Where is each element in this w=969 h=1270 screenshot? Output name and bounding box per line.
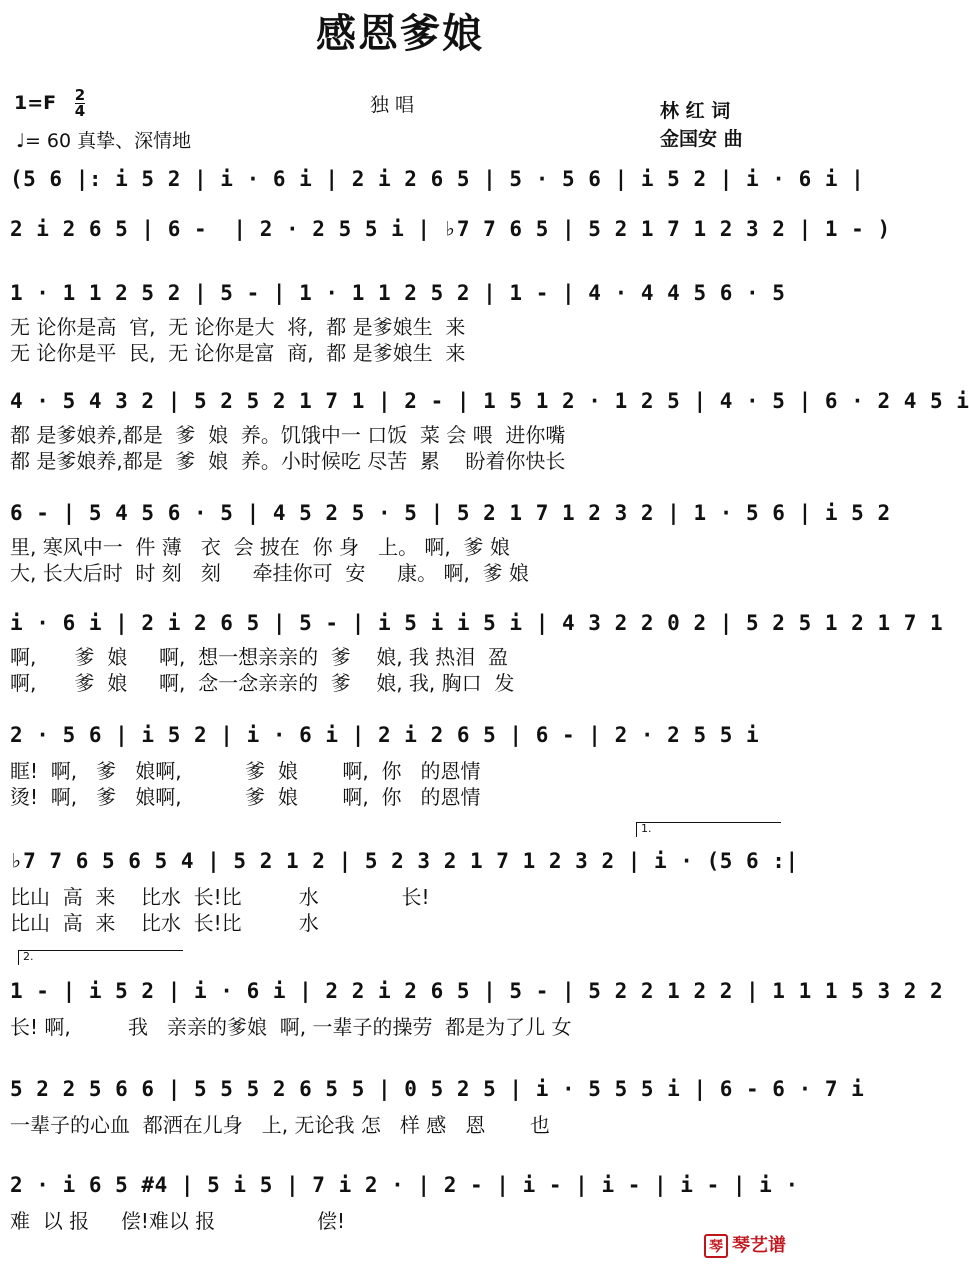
first-ending-bracket: 1.	[636, 822, 781, 837]
lyric-line-1: 长! 啊, 我 亲亲的爹娘 啊, 一辈子的操劳 都是为了儿 女	[10, 1015, 572, 1039]
score-system	[10, 1072, 865, 1142]
notation-line: i · 6 i | 2 i 2 6 5 | 5 - | i 5 i i 5 i | 4 3 2 2 0 2 | 5 2 5 1 2 1 7 1	[10, 611, 944, 635]
lyric-line-1: 里, 寒风中一 件 薄 衣 会 披在 你 身 上。 啊, 爹 娘	[10, 535, 510, 559]
notation-line: 1 · 1 1 2 5 2 | 5 - | 1 · 1 1 2 5 2 | 1 - | 4 · 4 4 5 6 · 5	[10, 281, 786, 305]
performance-type: 独 唱	[370, 94, 415, 116]
tempo-marking: ♩= 60 真挚、深情地	[16, 130, 192, 152]
lyric-line-1: 无 论你是高 官, 无 论你是大 将, 都 是爹娘生 来	[10, 315, 466, 339]
notation-line: (5 6 |: i 5 2 | i · 6 i | 2 i 2 6 5 | 5 · 5 6 | i 5 2 | i · 6 i |	[10, 167, 865, 191]
notation-line: ♭7 7 6 5 6 5 4 | 5 2 1 2 | 5 2 3 2 1 7 1 2 3 2 | i · (5 6 :|	[10, 849, 799, 873]
score-system	[10, 212, 891, 252]
lyricist: 林 红 词	[660, 100, 731, 122]
lyric-line-1: 眶! 啊, 爹 娘啊, 爹 娘 啊, 你 的恩情	[10, 759, 481, 783]
lyric-line-1: 一辈子的心血 都洒在儿身 上, 无论我 怎 样 感 恩 也	[10, 1113, 550, 1137]
score-system	[10, 384, 969, 476]
lyric-line-2: 无 论你是平 民, 无 论你是富 商, 都 是爹娘生 来	[10, 341, 466, 365]
page-title: 感恩爹娘	[316, 11, 484, 57]
key-label: 1=F	[14, 92, 57, 114]
lyric-line-1: 都 是爹娘养,都是 爹 娘 养。饥饿中一 口饭 菜 会 喂 进你嘴	[10, 423, 566, 447]
notation-line: 4 · 5 4 3 2 | 5 2 5 2 1 7 1 | 2 - | 1 5 1 2 · 1 2 5 | 4 · 5 | 6 · 2 4 5 i	[10, 389, 969, 413]
lyric-line-2: 比山 高 来 比水 长!比 水	[10, 911, 319, 935]
logo-text: 琴艺谱	[732, 1235, 786, 1256]
second-ending-bracket: 2.	[18, 950, 183, 965]
lyric-line-1: 啊, 爹 娘 啊, 想一想亲亲的 爹 娘, 我 热泪 盈	[10, 645, 509, 669]
lyric-line-2: 烫! 啊, 爹 娘啊, 爹 娘 啊, 你 的恩情	[10, 785, 481, 809]
notation-line: 2 i 2 6 5 | 6 - | 2 · 2 5 5 i | ♭7 7 6 5 | 5 2 1 7 1 2 3 2 | 1 - )	[10, 217, 891, 241]
score-system	[10, 606, 944, 698]
score-system	[10, 718, 790, 810]
notation-line: 6 - | 5 4 5 6 · 5 | 4 5 2 5 · 5 | 5 2 1 7 1 2 3 2 | 1 · 5 6 | i 5 2	[10, 501, 891, 525]
lyric-line-2: 啊, 爹 娘 啊, 念一念亲亲的 爹 娘, 我, 胸口 发	[10, 671, 515, 695]
score-system	[10, 162, 865, 202]
lyric-line-1: 比山 高 来 比水 长!比 水 长!	[10, 885, 430, 909]
score-system	[10, 496, 891, 588]
notation-line: 1 - | i 5 2 | i · 6 i | 2 2 i 2 6 5 | 5 - | 5 2 2 1 2 2 | 1 1 1 5 3 2 2	[10, 979, 944, 1003]
piano-icon: 琴	[704, 1234, 728, 1258]
key-signature	[14, 88, 85, 119]
lyric-line-1: 难 以 报 偿!难以 报 偿!	[10, 1209, 345, 1233]
score-system	[10, 844, 799, 936]
lyric-line-2: 都 是爹娘养,都是 爹 娘 养。小时候吃 尽苦 累 盼着你快长	[10, 449, 566, 473]
composer: 金国安 曲	[660, 128, 743, 150]
notation-line: 2 · i 6 5 #4 | 5 i 5 | 7 i 2 · | 2 - | i - | i - | i - | i ·	[10, 1173, 799, 1197]
score-system	[10, 974, 944, 1044]
time-signature	[75, 88, 85, 119]
time-denominator: 4	[74, 102, 86, 120]
site-logo	[704, 1231, 786, 1258]
score-system	[10, 1168, 799, 1238]
time-numerator: 2	[74, 86, 86, 104]
notation-line: 2 · 5 6 | i 5 2 | i · 6 i | 2 i 2 6 5 | 6 - | 2 · 2 5 5 i	[10, 723, 760, 747]
score-system	[10, 276, 790, 368]
lyric-line-2: 大, 长大后时 时 刻 刻 牵挂你可 安 康。 啊, 爹 娘	[10, 561, 529, 585]
notation-line: 5 2 2 5 6 6 | 5 5 5 2 6 5 5 | 0 5 2 5 | i · 5 5 5 i | 6 - 6 · 7 i	[10, 1077, 865, 1101]
